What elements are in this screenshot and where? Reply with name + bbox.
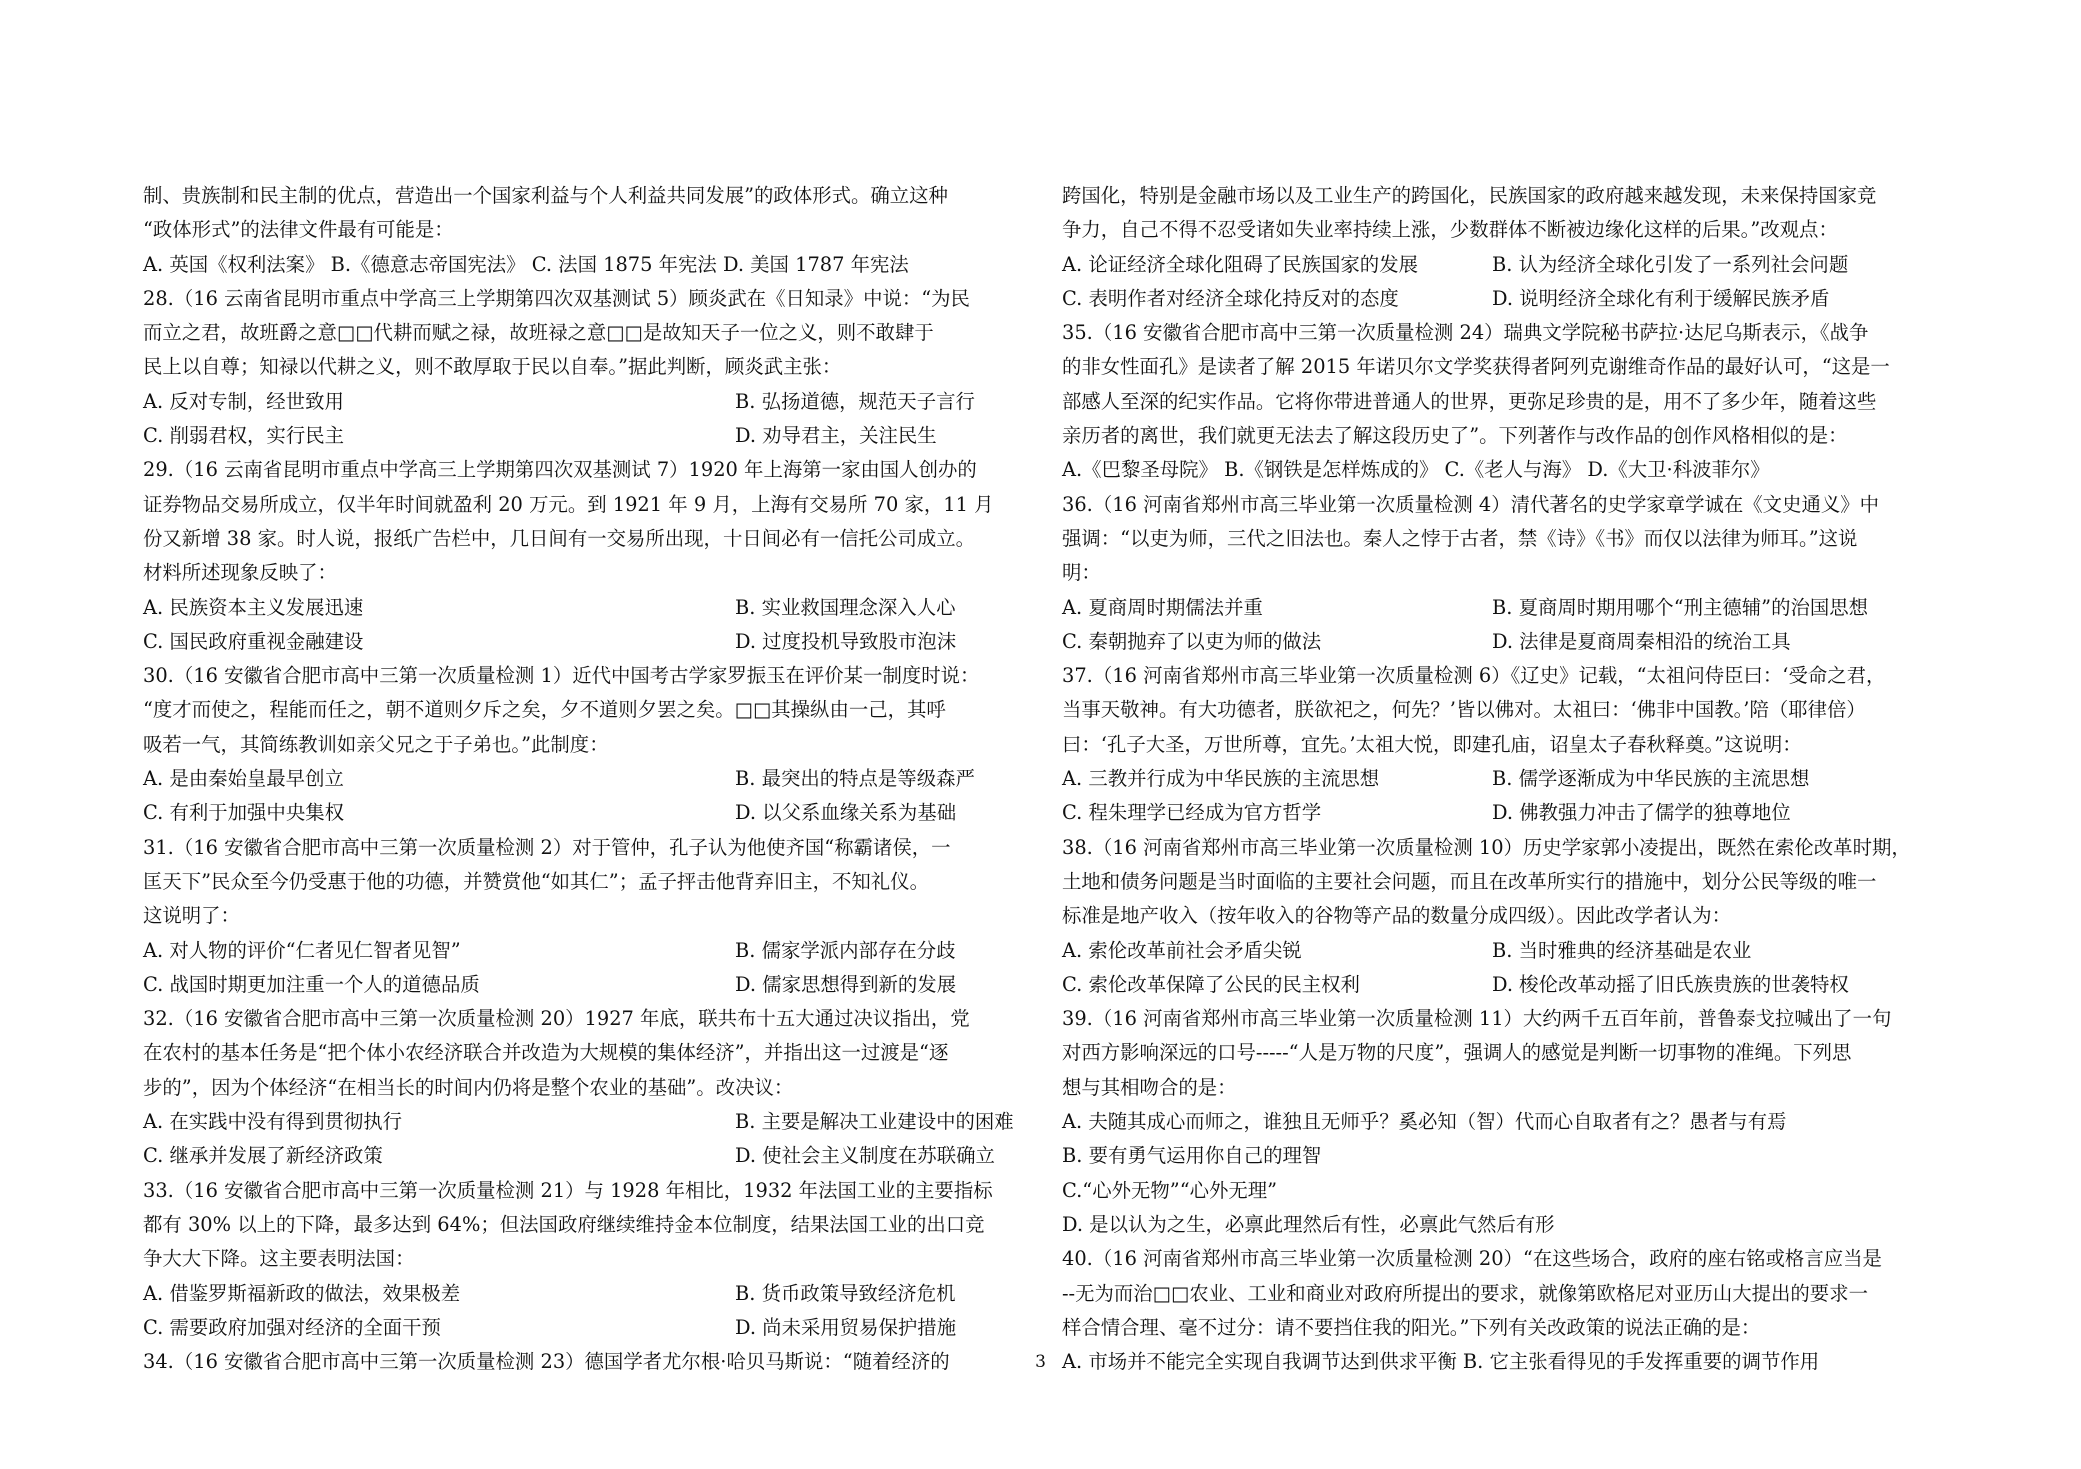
text-line: 想与其相吻合的是： (1062, 1075, 1237, 1099)
option-right: D. 过度投机导致股市泡沫 (735, 629, 957, 653)
text-line: 争大大下降。这主要表明法国： (143, 1247, 415, 1271)
option-row (1062, 625, 1942, 659)
text-line: 强调：“以吏为师，三代之旧法也。秦人之悖于古者，禁《诗》《书》而仅以法律为师耳。”这说 (1062, 526, 1858, 550)
text-line: --无为而治□□农业、工业和商业对政府所提出的要求，就像第欧格尼对亚历山大提出的要求一 (1062, 1281, 1868, 1305)
option-left: C. 战国时期更加注重一个人的道德品质 (143, 972, 480, 996)
option-right: B. 夏商周时期用哪个“刑主德辅”的治国思想 (1492, 595, 1869, 619)
text-line: “政体形式”的法律文件最有可能是： (143, 218, 454, 242)
text-line: 31.（16 安徽省合肥市高中三第一次质量检测 2）对于管仲，孔子认为他使齐国“称霸诸侯，一 (143, 835, 951, 859)
text-line: 争力，自己不得不忍受诸如失业率持续上涨，少数群体不断被边缘化这样的后果。”改观点： (1062, 218, 1838, 242)
option-right: D. 佛教强力冲击了儒学的独尊地位 (1492, 801, 1791, 825)
text-line: “度才而使之，程能而任之，朝不道则夕斥之矣，夕不道则夕罢之矣。□□其操纵由一己，其呼 (143, 698, 946, 722)
option-row (1062, 934, 1942, 968)
option-row (1062, 968, 1942, 1002)
text-line: 37.（16 河南省郑州市高三毕业第一次质量检测 6）《辽史》记载，“太祖问侍臣曰：‘受命之君， (1062, 664, 1886, 688)
option-right: B. 认为经济全球化引发了一系列社会问题 (1492, 252, 1849, 276)
option-left: C. 秦朝抛弃了以吏为师的做法 (1062, 629, 1322, 653)
option-left: A. 索伦改革前社会矛盾尖锐 (1062, 938, 1302, 962)
text-line: 吸若一气，其简练教训如亲父兄之于子弟也。”此制度： (143, 732, 609, 756)
text-line: 都有 30% 以上的下降，最多达到 64%；但法国政府继续维持金本位制度，结果法国工业的出口竞 (143, 1212, 985, 1236)
text-line: 匡天下”民众至今仍受惠于他的功德，并赞赏他“如其仁”；孟子抨击他背弃旧主，不知礼仪。 (143, 869, 929, 893)
text-line: 29.（16 云南省昆明市重点中学高三上学期第四次双基测试 7）1920 年上海第一家由国人创办的 (143, 458, 977, 482)
option-right: B. 货币政策导致经济危机 (735, 1281, 956, 1305)
option-row (1062, 762, 1942, 796)
text-line: 32.（16 安徽省合肥市高中三第一次质量检测 20）1927 年底，联共布十五大通过决议指出，党 (143, 1007, 970, 1031)
left-column (143, 179, 1023, 1379)
option-left: A. 夏商周时期儒法并重 (1062, 595, 1263, 619)
option-row (143, 1139, 1023, 1173)
option-row (143, 762, 1023, 796)
text-line: 土地和债务问题是当时面临的主要社会问题，而且在改革所实行的措施中，划分公民等级的唯一 (1062, 869, 1877, 893)
option-left: C. 索伦改革保障了公民的民主权利 (1062, 972, 1360, 996)
option-right: B. 最突出的特点是等级森严 (735, 767, 975, 791)
option-row (143, 1277, 1023, 1311)
text-line: 40.（16 河南省郑州市高三毕业第一次质量检测 20）“在这些场合，政府的座右铭或格言应当是 (1062, 1247, 1882, 1271)
option-row (143, 419, 1023, 453)
option-right: B. 主要是解决工业建设中的困难 (735, 1110, 1014, 1134)
option-right: D. 法律是夏商周秦相沿的统治工具 (1492, 629, 1791, 653)
text-line: 这说明了： (143, 904, 240, 928)
option-right: D. 说明经济全球化有利于缓解民族矛盾 (1492, 286, 1830, 310)
option-left: A. 对人物的评价“仁者见仁智者见智” (143, 938, 461, 962)
option-right: B. 弘扬道德，规范天子言行 (735, 389, 975, 413)
option-left: C. 程朱理学已经成为官方哲学 (1062, 801, 1322, 825)
option-left: A. 民族资本主义发展迅速 (143, 595, 364, 619)
option-left: C. 削弱君权，实行民主 (143, 424, 344, 448)
text-line: 部感人至深的纪实作品。它将你带进普通人的世界，更弥足珍贵的是，用不了多少年，随着这些 (1062, 389, 1877, 413)
text-line: 样合情合理、毫不过分：请不要挡住我的阳光。”下列有关改政策的说法正确的是： (1062, 1315, 1761, 1339)
option-right: D. 儒家思想得到新的发展 (735, 972, 957, 996)
option-right: D. 使社会主义制度在苏联确立 (735, 1144, 995, 1168)
text-line: 制、贵族制和民主制的优点，营造出一个国家利益与个人利益共同发展”的政体形式。确立这种 (143, 184, 948, 207)
option-left: A. 是由秦始皇最早创立 (143, 767, 344, 791)
option-left: C. 需要政府加强对经济的全面干预 (143, 1315, 441, 1339)
option-left: A. 在实践中没有得到贯彻执行 (143, 1110, 403, 1134)
text-line: 步的”，因为个体经济“在相当长的时间内仍将是整个农业的基础”。改决议： (143, 1075, 794, 1099)
text-line: 材料所述现象反映了： (143, 561, 337, 585)
option-row (1062, 796, 1942, 830)
text-line: A.《巴黎圣母院》 B.《钢铁是怎样炼成的》 C.《老人与海》 D.《大卫·科波菲尔》 (1062, 458, 1770, 482)
text-line: 证券物品交易所成立，仅半年时间就盈利 20 万元。到 1921 年 9 月，上海有交易所 70 家，11 月 (143, 492, 994, 516)
text-line: 跨国化，特别是金融市场以及工业生产的跨国化，民族国家的政府越来越发现，未来保持国家竞 (1062, 184, 1877, 207)
option-row (1062, 248, 1942, 282)
text-line: 曰：‘孔子大圣，万世所尊，宜先。’太祖大悦，即建孔庙，诏皇太子春秋释奠。”这说明： (1062, 732, 1802, 756)
option-right: D. 劝导君主，关注民生 (735, 424, 937, 448)
option-left: A. 反对专制，经世致用 (143, 389, 344, 413)
right-column (1062, 179, 1942, 1379)
text-line: 标准是地产收入（按年收入的谷物等产品的数量分成四级）。因此改学者认为： (1062, 904, 1731, 928)
text-line: 明： (1062, 561, 1101, 585)
text-line: C.“心外无物”“心外无理” (1062, 1178, 1278, 1202)
text-line: A. 英国《权利法案》 B.《德意志帝国宪法》 C. 法国 1875 年宪法 D. 美国 1787 年宪法 (143, 252, 909, 276)
option-left: A. 三教并行成为中华民族的主流思想 (1062, 767, 1380, 791)
option-row (1062, 282, 1942, 316)
option-left: A. 借鉴罗斯福新政的做法，效果极差 (143, 1281, 461, 1305)
text-line: 39.（16 河南省郑州市高三毕业第一次质量检测 11）大约两千五百年前，普鲁泰戈拉喊出了一句 (1062, 1007, 1892, 1031)
text-line: B. 要有勇气运用你自己的理智 (1062, 1144, 1322, 1168)
text-line: 34.（16 安徽省合肥市高中三第一次质量检测 23）德国学者尤尔根·哈贝马斯说：“随着经济的 (143, 1350, 950, 1374)
text-line: 份又新增 38 家。时人说，报纸广告栏中，几日间有一交易所出现，十日间必有一信托公司成立。 (143, 526, 976, 550)
option-row (1062, 591, 1942, 625)
text-line: 33.（16 安徽省合肥市高中三第一次质量检测 21）与 1928 年相比，1932 年法国工业的主要指标 (143, 1178, 993, 1202)
option-right: D. 梭伦改革动摇了旧氏族贵族的世袭特权 (1492, 972, 1849, 996)
text-line: 而立之君，故班爵之意□□代耕而赋之禄，故班禄之意□□是故知天子一位之义，则不敢肆于 (143, 321, 934, 345)
text-line: 当事天敬神。有大功德者，朕欲祀之，何先？’皆以佛对。太祖曰：‘佛非中国教。’陪（耶律倍） (1062, 698, 1866, 722)
option-row (143, 1311, 1023, 1345)
option-left: C. 继承并发展了新经济政策 (143, 1144, 383, 1168)
text-line: 36.（16 河南省郑州市高三毕业第一次质量检测 4）清代著名的史学家章学诚在《文史通义》中 (1062, 492, 1880, 516)
page-number: 3 (1035, 1352, 1046, 1372)
option-left: A. 论证经济全球化阻碍了民族国家的发展 (1062, 252, 1418, 276)
option-row (143, 1105, 1023, 1139)
text-line: D. 是以认为之生，必禀此理然后有性，必禀此气然后有形 (1062, 1212, 1555, 1236)
text-line: A. 市场并不能完全实现自我调节达到供求平衡 B. 它主张看得见的手发挥重要的调节作用 (1062, 1350, 1820, 1374)
text-line: 亲历者的离世，我们就更无法去了解这段历史了”。下列著作与改作品的创作风格相似的是： (1062, 424, 1848, 448)
option-row (143, 625, 1023, 659)
text-line: 35.（16 安徽省合肥市高中三第一次质量检测 24）瑞典文学院秘书萨拉·达尼乌斯表示，《战争 (1062, 321, 1869, 345)
option-right: B. 儒家学派内部存在分歧 (735, 938, 956, 962)
text-line: 对西方影响深远的口号-----“人是万物的尺度”，强调人的感觉是判断一切事物的准绳。下列思 (1062, 1041, 1852, 1065)
option-right: B. 当时雅典的经济基础是农业 (1492, 938, 1752, 962)
text-line: A. 夫随其成心而师之，谁独且无师乎？奚必知（智）代而心自取者有之？愚者与有焉 (1062, 1110, 1787, 1134)
option-right: B. 实业救国理念深入人心 (735, 595, 956, 619)
option-left: C. 有利于加强中央集权 (143, 801, 344, 825)
option-row (143, 796, 1023, 830)
text-line: 的非女性面孔》是读者了解 2015 年诺贝尔文学奖获得者阿列克谢维奇作品的最好认可，“这是一 (1062, 355, 1890, 379)
text-line: 38.（16 河南省郑州市高三毕业第一次质量检测 10）历史学家郭小凌提出，既然在索伦改革时期， (1062, 835, 1911, 859)
option-row (143, 968, 1023, 1002)
option-right: B. 儒学逐渐成为中华民族的主流思想 (1492, 767, 1810, 791)
option-left: C. 表明作者对经济全球化持反对的态度 (1062, 286, 1399, 310)
text-line: 30.（16 安徽省合肥市高中三第一次质量检测 1）近代中国考古学家罗振玉在评价某一制度时说： (143, 664, 980, 688)
text-line: 28.（16 云南省昆明市重点中学高三上学期第四次双基测试 5）顾炎武在《日知录》中说：“为民 (143, 286, 970, 310)
option-left: C. 国民政府重视金融建设 (143, 629, 364, 653)
option-row (143, 934, 1023, 968)
text-line: 在农村的基本任务是“把个体小农经济联合并改造为大规模的集体经济”，并指出这一过渡是“逐 (143, 1041, 949, 1065)
option-right: D. 以父系血缘关系为基础 (735, 801, 957, 825)
option-right: D. 尚未采用贸易保护措施 (735, 1315, 957, 1339)
option-row (143, 385, 1023, 419)
option-row (143, 591, 1023, 625)
text-line: 民上以自尊；知禄以代耕之义，则不敢厚取于民以自奉。”据此判断，顾炎武主张： (143, 355, 842, 379)
